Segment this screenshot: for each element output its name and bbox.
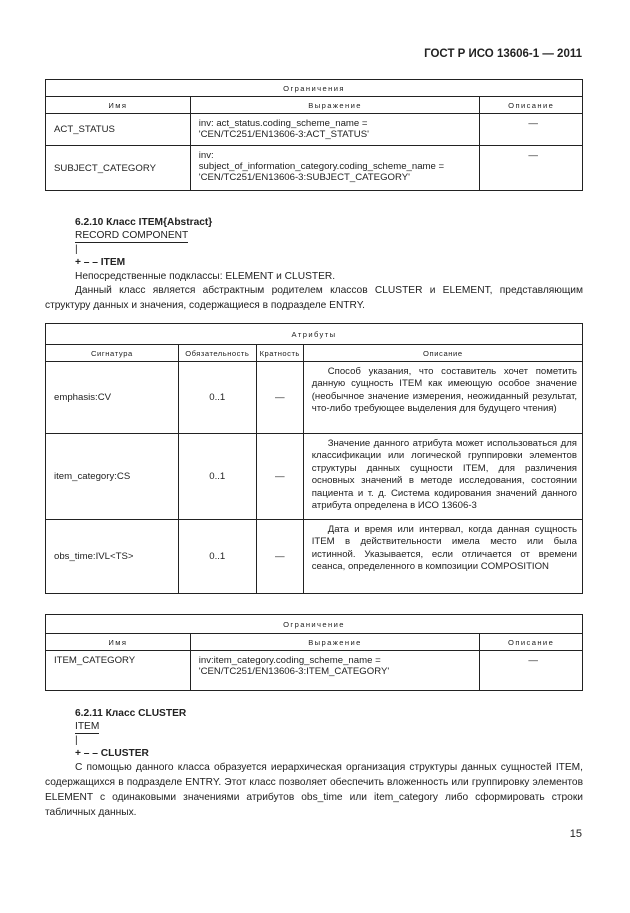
column-header-name: Имя: [46, 97, 191, 114]
constraint-name: ITEM_CATEGORY: [46, 651, 191, 691]
constraint-expression: inv:item_category.coding_scheme_name = 'CEN/TC251/EN13606-3:ITEM_CATEGORY': [190, 651, 480, 691]
constraint-name: SUBJECT_CATEGORY: [46, 146, 191, 191]
column-header-expression: Выражение: [190, 634, 480, 651]
attribute-signature: item_category:CS: [46, 434, 179, 520]
table-caption: Ограничения: [46, 80, 583, 97]
table-row: [46, 434, 583, 520]
section-description: С помощью данного класса образуется иерархическая организация структуры данных сущностей ITEM, содержащихся в подразделе ENTRY. Этот класс позволяет обеспечить вложенность или группировку элементов ELEMENT с одинаковыми значениями атрибутов obs_time или item_category либо сформировать строки табличных данных.: [45, 762, 583, 818]
column-header-signature: Сигнатура: [46, 345, 179, 362]
table-row: [46, 362, 583, 434]
column-header-description: Описание: [480, 634, 583, 651]
constraints-table: [45, 79, 583, 191]
column-header-expression: Выражение: [190, 97, 480, 114]
attribute-multiplicity: —: [256, 434, 303, 520]
column-header-multiplicity: Кратность: [256, 345, 303, 362]
parent-class: RECORD COMPONENT: [75, 230, 189, 242]
section-item: [75, 216, 335, 283]
section-heading: 6.2.11 Класс CLUSTER: [75, 708, 187, 719]
table-caption: Ограничение: [46, 615, 583, 634]
document-header: ГОСТ Р ИСО 13606-1 — 2011: [424, 48, 582, 60]
constraint-table: [45, 614, 583, 691]
page-number: 15: [569, 828, 582, 840]
table-row: [46, 651, 583, 691]
attribute-required: 0..1: [178, 362, 256, 434]
constraint-description: —: [480, 114, 583, 146]
attribute-required: 0..1: [178, 520, 256, 594]
column-header-required: Обязательность: [178, 345, 256, 362]
constraint-expression: inv: subject_of_information_category.coding_scheme_name = 'CEN/TC251/EN13606-3:SUBJECT_CATEGORY': [190, 146, 480, 191]
table-row: [46, 114, 583, 146]
attribute-description: Способ указания, что составитель хочет пометить данную сущность ITEM как имеющую особое значение (необычное значение измерения, неожиданный результат, что-либо требующее выделения для будущего чтения): [303, 362, 582, 434]
attribute-signature: emphasis:CV: [46, 362, 179, 434]
column-header-name: Имя: [46, 634, 191, 651]
attributes-table: [45, 323, 583, 594]
attribute-description: Значение данного атрибута может использоваться для классификации или логической группировки элементов структуры данных сущности ITEM, для различения основных значений в методе исследования, состоянии пациента и т. д. Система кодирования значений данного атрибута определена в ИСО 13606-3: [303, 434, 582, 520]
tree-pipe: |: [75, 244, 78, 256]
tree-pipe: |: [75, 735, 78, 747]
attribute-multiplicity: —: [256, 362, 303, 434]
section-cluster: [75, 707, 186, 761]
constraint-description: —: [480, 146, 583, 191]
column-header-description: Описание: [480, 97, 583, 114]
attribute-required: 0..1: [178, 434, 256, 520]
table-row: [46, 146, 583, 191]
constraint-description: —: [480, 651, 583, 691]
constraint-name: ACT_STATUS: [46, 114, 191, 146]
table-row: [46, 520, 583, 594]
section-heading: 6.2.10 Класс ITEM{Abstract}: [75, 217, 213, 228]
class-tree: + – – CLUSTER: [75, 748, 149, 760]
constraint-expression: inv: act_status.coding_scheme_name = 'CEN/TC251/EN13606-3:ACT_STATUS': [190, 114, 480, 146]
attribute-description: Дата и время или интервал, когда данная сущность ITEM в действительности имела место или была истинной. Указывается, если отличается от времени сеанса, определенного в композиции COMPOSITION: [303, 520, 582, 594]
column-header-description: Описание: [303, 345, 582, 362]
parent-class: ITEM: [75, 721, 100, 733]
section-description: Данный класс является абстрактным родителем классов CLUSTER и ELEMENT, представляющим структуру данных и значения, содержащиеся в подразделе ENTRY.: [45, 285, 583, 311]
attribute-multiplicity: —: [256, 520, 303, 594]
class-tree: + – – ITEM: [75, 257, 126, 269]
subclasses-text: Непосредственные подклассы: ELEMENT и CLUSTER.: [75, 270, 336, 282]
attribute-signature: obs_time:IVL<TS>: [46, 520, 179, 594]
table-caption: Атрибуты: [46, 324, 583, 345]
